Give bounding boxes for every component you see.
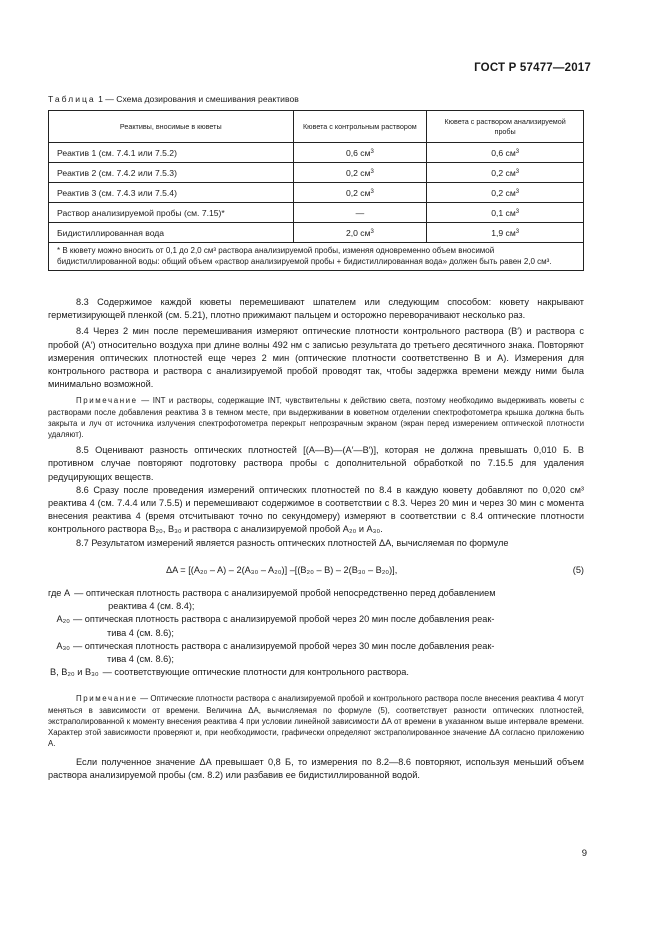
table-row xyxy=(49,223,584,243)
table-row xyxy=(49,183,584,203)
note-text: — Оптические плотности раствора с анализируемой пробой и контрольного раствора после внесения реактива 4 могут меняться в зависимости от времени. Величина ΔA, вычисляемая по формуле (5), соответствует разности оптических плотностей, экстраполированной к моменту внесения реактива 4 при условии линейной зависимости ΔA от времени в указанном выше интервале времени. Характер этой зависимости проверяют и, при необходимости, графически определяют экстраполированное значение ΔA согласно приложению А. xyxy=(48,694,585,749)
table-caption-label: Таблица xyxy=(48,94,96,104)
table-caption xyxy=(48,94,299,104)
definitions-list xyxy=(48,587,584,679)
table-caption-text: 1 — Схема дозирования и смешивания реактивов xyxy=(98,94,299,104)
table-cell: Раствор анализируемой пробы (см. 7.15)* xyxy=(49,203,294,223)
definition-item: A₃₀ — оптическая плотность раствора с анализируемой пробой через 30 мин после добавления реак- тива 4 (см. 8.6); xyxy=(48,640,584,666)
table-row xyxy=(49,143,584,163)
document-code: ГОСТ Р 57477—2017 xyxy=(474,62,591,74)
table-header-cell: Кювета с раствором анализируемой пробы xyxy=(427,111,584,143)
definition-text: — оптическая плотность раствора с анализируемой пробой через 30 мин после добавления реак- тива 4 (см. 8.6); xyxy=(73,640,495,665)
definition-item: B, B₂₀ и B₃₀ — соответствующие оптические плотности для контрольного раствора. xyxy=(48,666,584,679)
table-cell: 0,6 $см^3$ xyxy=(427,143,584,163)
paragraph-8-5: 8.5 Оценивают разность оптических плотностей [(A—B)—(A′—B′)], которая не должна превышать 0,010 Б. В противном случае повторяют подготовку раствора пробы с дополнительной обработкой по 7.15.5 для удаления редуцирующих веществ. xyxy=(48,445,584,482)
table-cell: 0,1 $см^3$ xyxy=(427,203,584,223)
table-cell: 0,2 $см^3$ xyxy=(427,163,584,183)
table-cell: 0,2 $см^3$ xyxy=(293,163,427,183)
table-cell: — xyxy=(293,203,427,223)
definition-item: A₂₀ — оптическая плотность раствора с анализируемой пробой через 20 мин после добавления реак- тива 4 (см. 8.6); xyxy=(48,613,584,639)
page-number: 9 xyxy=(581,848,587,859)
table-header-cell: Кювета с контрольным раствором xyxy=(293,111,427,143)
table-header-cell: Реактивы, вносимые в кюветы xyxy=(49,111,294,143)
table-cell: 0,2 $см^3$ xyxy=(293,183,427,203)
table-cell: 1,9 $см^3$ xyxy=(427,223,584,243)
table-row xyxy=(49,203,584,223)
dosing-table xyxy=(48,110,584,271)
table-cell: 2,0 $см^3$ xyxy=(293,223,427,243)
definition-text: — оптическая плотность раствора с анализируемой пробой через 20 мин после добавления реак- тива 4 (см. 8.6); xyxy=(73,614,495,638)
table-cell: Бидистиллированная вода xyxy=(49,223,294,243)
formula-number: (5) xyxy=(572,564,584,575)
document-body xyxy=(48,296,584,782)
table-cell: Реактив 1 (см. 7.4.1 или 7.5.2) xyxy=(49,143,294,163)
note-text: — INT и растворы, содержащие INT, чувствительны к действию света, поэтому необходимо выдерживать кюветы с растворами после добавления реактива 3 в темном месте, при выдерживании в кюветном отделении спектрофотометра крышка должна быть закрыта и луч от источника излучения спектрофотометра перекрыт непрозрачным экраном (экран перед измерением оптической плотности удаляют). xyxy=(48,396,584,440)
paragraph-8-4: 8.4 Через 2 мин после перемешивания измеряют оптические плотности контрольного раствора (B′) и раствора с пробой (A′) относительно воздуха при длине волны 492 нм с записью результата до третьего десятичного знака. Повторяют измерения оптических плотностей еще через 2 мин (оптические плотности соответственно B и A). Измерения для контрольного раствора и раствора с анализируемой пробой проводят так, чтобы задержка времени между ними была минимально возможной. xyxy=(48,326,584,390)
paragraph-8-3: 8.3 Содержимое каждой кюветы перемешивают шпателем или следующим способом: кювету накрывают герметизирующей пленкой (см. 5.21), плотно прижимают пальцем и осторожно переворачивают несколько раз. xyxy=(48,297,584,321)
table-header-row xyxy=(49,111,584,143)
formula-expression: ΔA = [(A₂₀ – A) – 2(A₃₀ – A₂₀)] –[(B₂₀ – B) – 2(B₃₀ – B₂₀)], xyxy=(166,564,398,575)
note-label: Примечание xyxy=(76,396,138,406)
paragraph-8-7: 8.7 Результатом измерений является разность оптических плотностей ΔA, вычисляемая по формуле xyxy=(76,537,509,548)
paragraph-8-6: 8.6 Сразу после проведения измерений оптических плотностей по 8.4 в каждую кювету добавляют по 0,020 см³ реактива 4 (см. 7.4.4 или 7.5.5) и перемешивают содержимое в соответствии с 8.3. Через 20 мин и через 30 мин с момента внесения реактива 4 (время отсчитывают точно по секундомеру) измеряют в соответствии с 8.4 оптические плотности контрольного раствора B₂₀, B₃₀ и раствора с анализируемой пробой A₂₀ и A₃₀. xyxy=(48,484,584,535)
table-row xyxy=(49,163,584,183)
note-label: Примечание xyxy=(76,694,138,704)
paragraph-final: Если полученное значение ΔA превышает 0,8 Б, то измерения по 8.2—8.6 повторяют, используя меньший объем раствора анализируемой пробы (см. 8.2) или разбавив ее бидистиллированной водой. xyxy=(48,756,584,780)
table-cell: 0,6 $см^3$ xyxy=(293,143,427,163)
table-cell: Реактив 3 (см. 7.4.3 или 7.5.4) xyxy=(49,183,294,203)
table-footnote: * В кювету можно вносить от 0,1 до 2,0 см³ раствора анализируемой пробы, изменяя одновременно объем вносимой бидистиллированной воды: общий объем «раствор анализируемой пробы + бидистиллированная вода» должен быть равен 2,0 см³. xyxy=(49,243,584,271)
table-cell: 0,2 $см^3$ xyxy=(427,183,584,203)
definition-text: — оптическая плотность раствора с анализируемой пробой непосредственно перед добавлением реактива 4 (см. 8.4); xyxy=(74,588,496,612)
definition-item: где A — оптическая плотность раствора с анализируемой пробой непосредственно перед добавлением реактива 4 (см. 8.4); xyxy=(48,587,584,613)
table-cell: Реактив 2 (см. 7.4.2 или 7.5.3) xyxy=(49,163,294,183)
note-1 xyxy=(48,395,584,440)
note-2 xyxy=(48,693,584,749)
formula-5 xyxy=(48,564,584,577)
definition-text: — соответствующие оптические плотности для контрольного раствора. xyxy=(102,667,409,678)
table-footnote-row xyxy=(49,243,584,271)
